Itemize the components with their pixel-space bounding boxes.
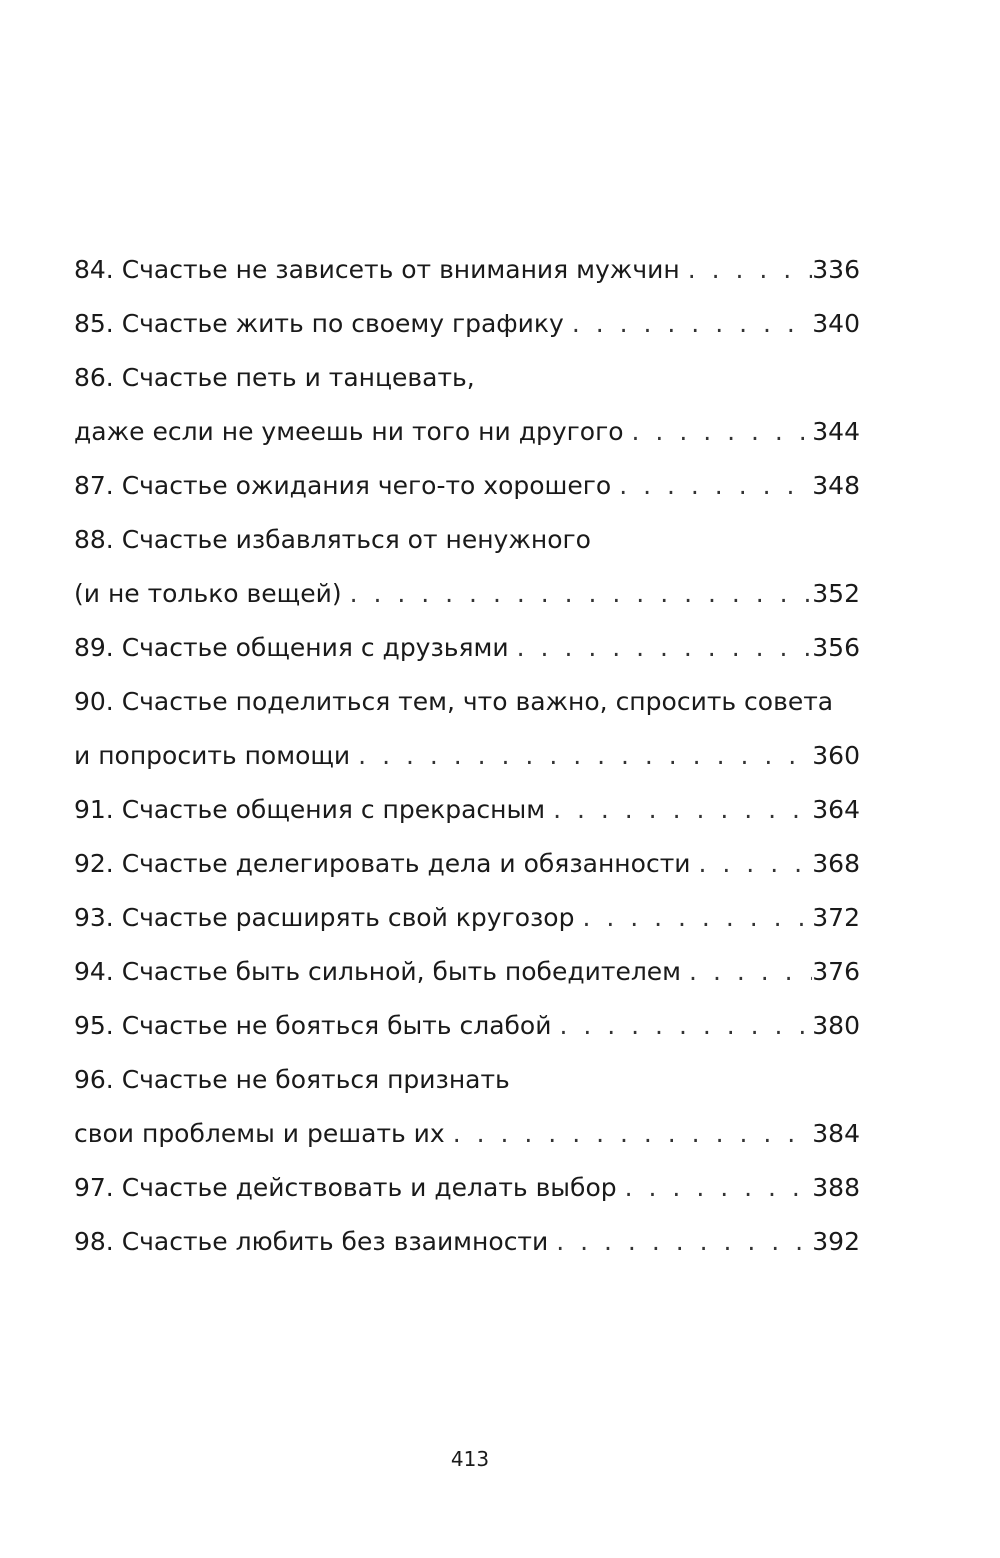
- toc-entry: [74, 1161, 860, 1215]
- toc-line: [74, 1053, 860, 1107]
- toc-entry: [74, 999, 860, 1053]
- toc-entry: [74, 513, 860, 621]
- toc-line: [74, 621, 860, 675]
- toc-entry: [74, 1053, 860, 1161]
- toc-line: [74, 945, 860, 999]
- toc-line: [74, 891, 860, 945]
- toc-entry: [74, 243, 860, 297]
- toc-entry: [74, 1215, 860, 1269]
- toc-line: [74, 783, 860, 837]
- toc-entry-page: 356: [812, 633, 860, 662]
- toc-line: [74, 1161, 860, 1215]
- toc-entry-title: 95. Счастье не бояться быть слабой: [74, 1011, 552, 1040]
- toc-entry-title: 96. Счастье не бояться признать: [74, 1065, 510, 1094]
- toc-entry-page: 344: [812, 417, 860, 446]
- toc-entry-title: 88. Счастье избавляться от ненужного: [74, 525, 591, 554]
- toc-entry-title: 94. Счастье быть сильной, быть победителем: [74, 957, 682, 986]
- toc-entry: [74, 945, 860, 999]
- page-number: 413: [450, 1447, 490, 1471]
- dot-leader: [350, 729, 812, 783]
- toc-entry-title: 86. Счастье петь и танцевать,: [74, 363, 475, 392]
- table-of-contents: [74, 243, 860, 1269]
- toc-entry-title: 84. Счастье не зависеть от внимания мужчин: [74, 255, 680, 284]
- dot-leader: [548, 1215, 812, 1269]
- toc-entry: [74, 459, 860, 513]
- toc-entry-title: (и не только вещей): [74, 579, 342, 608]
- toc-line: [74, 513, 860, 567]
- toc-entry-page: 392: [812, 1227, 860, 1256]
- toc-line: [74, 1107, 860, 1161]
- toc-entry-page: 384: [812, 1119, 860, 1148]
- toc-entry-page: 376: [812, 957, 860, 986]
- toc-line: [74, 297, 860, 351]
- dot-leader: [509, 621, 813, 675]
- toc-entry-page: 388: [812, 1173, 860, 1202]
- dot-leader: [611, 459, 812, 513]
- toc-entry-title: 89. Счастье общения с друзьями: [74, 633, 509, 662]
- toc-entry-title: 91. Счастье общения с прекрасным: [74, 795, 546, 824]
- toc-entry-title: 90. Счастье поделиться тем, что важно, спросить совета: [74, 687, 834, 716]
- toc-entry-title: 87. Счастье ожидания чего-то хорошего: [74, 471, 612, 500]
- toc-entry-page: 340: [812, 309, 860, 338]
- toc-entry: [74, 621, 860, 675]
- toc-line: [74, 675, 860, 729]
- dot-leader: [564, 297, 812, 351]
- toc-entry-page: 372: [812, 903, 860, 932]
- toc-entry-title: 98. Счастье любить без взаимности: [74, 1227, 549, 1256]
- toc-entry-title: даже если не умеешь ни того ни другого: [74, 417, 624, 446]
- toc-entry-title: 93. Счастье расширять свой кругозор: [74, 903, 575, 932]
- toc-entry: [74, 837, 860, 891]
- toc-line: [74, 1215, 860, 1269]
- toc-entry-page: 368: [812, 849, 860, 878]
- toc-entry: [74, 675, 860, 783]
- toc-entry-title: 97. Счастье действовать и делать выбор: [74, 1173, 617, 1202]
- dot-leader: [624, 405, 813, 459]
- toc-line: [74, 729, 860, 783]
- dot-leader: [342, 567, 813, 621]
- toc-line: [74, 837, 860, 891]
- toc-entry-page: 380: [812, 1011, 860, 1040]
- toc-entry-title: свои проблемы и решать их: [74, 1119, 445, 1148]
- dot-leader: [445, 1107, 813, 1161]
- toc-entry: [74, 783, 860, 837]
- toc-entry-title: и попросить помощи: [74, 741, 351, 770]
- toc-entry-page: 360: [812, 741, 860, 770]
- toc-entry-page: 364: [812, 795, 860, 824]
- toc-entry: [74, 351, 860, 459]
- dot-leader: [681, 945, 812, 999]
- toc-entry-title: 92. Счастье делегировать дела и обязанности: [74, 849, 691, 878]
- toc-entry-page: 336: [812, 255, 860, 284]
- dot-leader: [691, 837, 813, 891]
- dot-leader: [551, 999, 812, 1053]
- toc-line: [74, 999, 860, 1053]
- dot-leader: [574, 891, 812, 945]
- toc-line: [74, 567, 860, 621]
- dot-leader: [680, 243, 813, 297]
- toc-entry: [74, 297, 860, 351]
- toc-line: [74, 405, 860, 459]
- dot-leader: [545, 783, 812, 837]
- toc-entry: [74, 891, 860, 945]
- dot-leader: [617, 1161, 813, 1215]
- toc-entry-page: 352: [812, 579, 860, 608]
- toc-line: [74, 459, 860, 513]
- toc-line: [74, 243, 860, 297]
- toc-line: [74, 351, 860, 405]
- toc-entry-title: 85. Счастье жить по своему графику: [74, 309, 564, 338]
- toc-entry-page: 348: [812, 471, 860, 500]
